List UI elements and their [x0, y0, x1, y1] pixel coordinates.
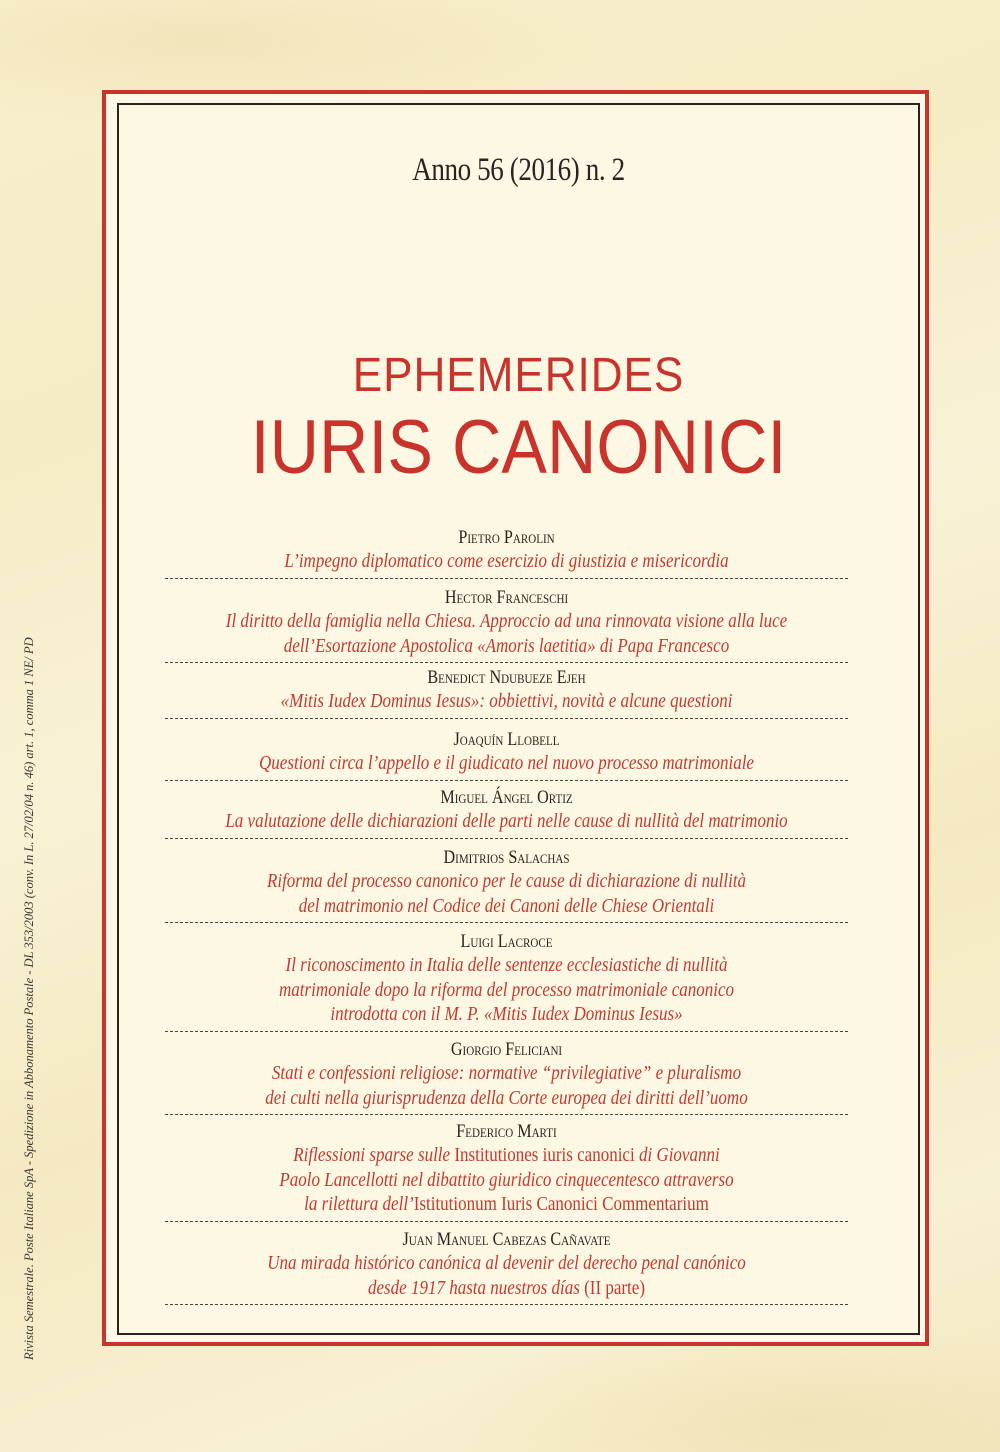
title-italic-segment: Paolo Lancellotti nel dibattito giuridico cinquecentesco attraverso [279, 1168, 734, 1191]
dashed-separator [165, 1114, 848, 1115]
toc-entry [165, 847, 848, 918]
article-author: Juan Manuel Cabezas Cañavate [402, 1229, 611, 1250]
article-author: Pietro Parolin [458, 527, 555, 548]
dashed-separator [165, 922, 848, 923]
article-title-line: «Mitis Iudex Dominus Iesus»: obbiettivi, novità e alcune questioni [280, 690, 733, 712]
article-title-line: Questioni circa l’appello e il giudicato nel nuovo processo matrimoniale [259, 752, 754, 774]
dashed-separator [165, 838, 848, 839]
title-roman-segment: Institutiones iuris canonici [454, 1144, 635, 1166]
article-author: Hector Franceschi [444, 587, 569, 608]
article-title-line [216, 1168, 797, 1193]
toc-entry [165, 667, 848, 714]
article-author: Benedict Ndubueze Ejeh [427, 667, 586, 688]
article-author: Giorgio Feliciani [450, 1039, 563, 1060]
article-title-line: La valutazione delle dichiarazioni delle parti nelle cause di nullità del matrimonio [225, 810, 788, 832]
dashed-separator [165, 1221, 848, 1222]
title-italic-segment: di Giovanni [634, 1144, 720, 1166]
title-italic-segment: desde 1917 hasta nuestros días [367, 1276, 580, 1299]
article-title-line: L’impegno diplomatico come esercizio di giustizia e misericordia [284, 550, 729, 572]
dashed-separator [165, 780, 848, 781]
article-title-line [216, 1251, 797, 1276]
article-title-line: Il diritto della famiglia nella Chiesa. Approccio ad una rinnovata visione alla luce [225, 610, 788, 632]
article-title-line: dell’Esortazione Apostolica «Amoris laetitia» di Papa Francesco [283, 634, 730, 657]
postal-side-note: Rivista Semestrale. Poste Italiane SpA - Spedizione in Abbonamento Postale - DL 353/2003 (conv. In L. 27/02/04 n. 46) art. 1, comma 1 NE/ PD [22, 637, 36, 1360]
toc-entry [165, 1121, 848, 1217]
title-roman-segment: (II parte) [579, 1276, 645, 1299]
article-title-line: dei culti nella giurisprudenza della Corte europea dei diritti dell’uomo [265, 1086, 748, 1109]
article-title-line [216, 1276, 797, 1301]
title-italic-segment: la rilettura dell’ [304, 1193, 414, 1215]
journal-title-line2: IURIS CANONICI [250, 405, 787, 490]
article-title-line: Riforma del processo canonico per le cause di dichiarazione di nullità [266, 870, 747, 892]
article-title-line: introdotta con il M. P. «Mitis Iudex Dominus Iesus» [330, 1003, 683, 1025]
issue-number: Anno 56 (2016) n. 2 [412, 152, 625, 188]
toc-entry [165, 931, 848, 1027]
article-author: Dimitrios Salachas [443, 847, 570, 868]
article-title-line: del matrimonio nel Codice dei Canoni delle Chiese Orientali [298, 894, 715, 917]
title-italic-segment: Una mirada histórico canónica al devenir del derecho penal canónico [267, 1252, 746, 1274]
dashed-separator [165, 1031, 848, 1032]
dashed-separator [165, 662, 848, 663]
dashed-separator [165, 578, 848, 579]
article-title-line: Il riconoscimento in Italia delle sentenze ecclesiastiche di nullità [285, 954, 728, 976]
toc-entry [165, 787, 848, 834]
article-title-line: Stati e confessioni religiose: normative “privilegiative” e pluralismo [271, 1062, 742, 1084]
toc-entry [165, 1039, 848, 1110]
title-italic-segment: Riflessioni sparse sulle [293, 1144, 455, 1166]
article-author: Federico Marti [456, 1121, 557, 1142]
title-roman-segment: Istitutionum Iuris Canonici Commentarium [413, 1193, 709, 1215]
dashed-separator [165, 718, 848, 719]
toc-entry [165, 729, 848, 776]
article-title-line [216, 1143, 797, 1168]
article-title-line [216, 1192, 797, 1217]
article-author: Luigi Lacroce [460, 931, 553, 952]
toc-entry [165, 587, 848, 658]
article-title-line: matrimoniale dopo la riforma del processo matrimoniale canonico [278, 978, 735, 1001]
article-author: Joaquín Llobell [453, 729, 560, 750]
journal-title-line1: EPHEMERIDES [352, 349, 685, 402]
dashed-separator [165, 1304, 848, 1305]
article-author: Miguel Ángel Ortiz [440, 787, 573, 808]
toc-entry [165, 527, 848, 574]
toc-entry [165, 1229, 848, 1300]
